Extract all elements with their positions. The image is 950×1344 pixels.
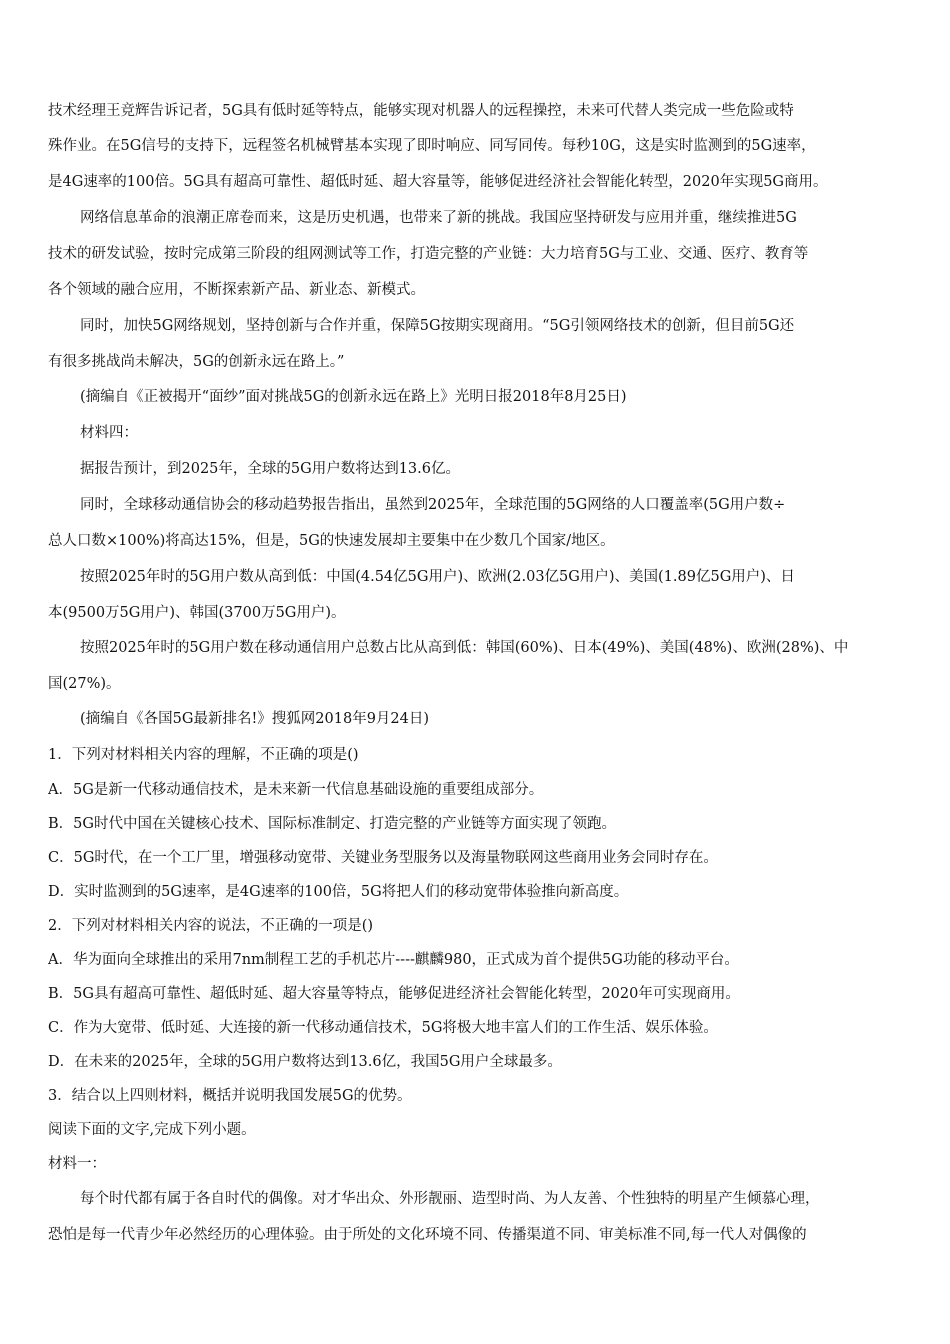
paragraph-line: 同时，加快5G网络规划，坚持创新与合作并重，保障5G按期实现商用。“5G引领网络技术的创新，但目前5G还 [80,318,795,334]
paragraph-line: 技术的研发试验，按时完成第三阶段的组网测试等工作，打造完整的产业链：大力培育5G与工业、交通、医疗、教育等 [48,246,809,262]
question-1: 1．下列对材料相关内容的理解，不正确的项是() [48,747,359,763]
question-3: 3．结合以上四则材料，概括并说明我国发展5G的优势。 [48,1088,412,1104]
paragraph-line: 有很多挑战尚未解决，5G的创新永远在路上。” [48,354,345,370]
question-2: 2．下列对材料相关内容的说法，不正确的一项是() [48,918,374,934]
paragraph-line: 技术经理王竞辉告诉记者，5G具有低时延等特点，能够实现对机器人的远程操控，未来可代替人类完成一些危险或特 [48,103,794,119]
paragraph-line: 本(9500万5G用户)、韩国(3700万5G用户)。 [48,605,346,621]
option-1c: C．5G时代，在一个工厂里，增强移动宽带、关键业务型服务以及海量物联网这些商用业务会同时存在。 [48,850,718,866]
paragraph-line: 网络信息革命的浪潮正席卷而来，这是历史机遇，也带来了新的挑战。我国应坚持研发与应用并重，继续推进5G [80,210,797,226]
paragraph-line: 各个领域的融合应用，不断探索新产品、新业态、新模式。 [48,282,425,298]
paragraph-line: 按照2025年时的5G用户数从高到低：中国(4.54亿5G用户)、欧洲(2.03亿5G用户)、美国(1.89亿5G用户)、日 [80,569,795,585]
source-citation: (摘编自《正被揭开“面纱”面对挑战5G的创新永远在路上》光明日报2018年8月25日) [80,389,627,405]
section-label: 材料一： [48,1156,106,1172]
paragraph-line: 据报告预计，到2025年，全球的5G用户数将达到13.6亿。 [80,461,460,477]
paragraph-line: 殊作业。在5G信号的支持下，远程签名机械臂基本实现了即时响应、同写同传。每秒10G，这是实时监测到的5G速率， [48,138,816,154]
option-2b: B．5G具有超高可靠性、超低时延、超大容量等特点，能够促进经济社会智能化转型，2020年可实现商用。 [48,986,740,1002]
option-2c: C．作为大宽带、低时延、大连接的新一代移动通信技术，5G将极大地丰富人们的工作生活、娱乐体验。 [48,1020,718,1036]
paragraph-line: 同时，全球移动通信协会的移动趋势报告指出，虽然到2025年，全球范围的5G网络的人口覆盖率(5G用户数÷ [80,497,786,513]
option-1a: A．5G是新一代移动通信技术，是未来新一代信息基础设施的重要组成部分。 [48,782,544,798]
section-label: 材料四： [80,425,138,441]
paragraph-line: 总人口数×100%)将高达15%，但是，5G的快速发展却主要集中在少数几个国家/地区。 [48,533,615,549]
option-2a: A．华为面向全球推出的采用7nm制程工艺的手机芯片----麒麟980，正式成为首个提供5G功能的移动平台。 [48,952,739,968]
source-citation: (摘编自《各国5G最新排名!》搜狐网2018年9月24日) [80,711,430,727]
paragraph-line: 恐怕是每一代青少年必然经历的心理体验。由于所处的文化环境不同、传播渠道不同、审美标准不同,每一代人对偶像的 [48,1227,807,1243]
option-1d: D．实时监测到的5G速率，是4G速率的100倍，5G将把人们的移动宽带体验推向新高度。 [48,884,629,900]
paragraph-line: 按照2025年时的5G用户数在移动通信用户总数占比从高到低：韩国(60%)、日本(49%)、美国(48%)、欧洲(28%)、中 [80,640,849,656]
paragraph-line: 是4G速率的100倍。5G具有超高可靠性、超低时延、超大容量等，能够促进经济社会智能化转型，2020年实现5G商用。 [48,174,828,190]
option-1b: B．5G时代中国在关键核心技术、国际标准制定、打造完整的产业链等方面实现了领跑。 [48,816,616,832]
reading-instruction: 阅读下面的文字,完成下列小题。 [48,1122,256,1138]
paragraph-line: 国(27%)。 [48,676,121,692]
paragraph-line: 每个时代都有属于各自时代的偶像。对才华出众、外形靓丽、造型时尚、为人友善、个性独特的明星产生倾慕心理， [80,1191,820,1207]
option-2d: D．在未来的2025年，全球的5G用户数将达到13.6亿，我国5G用户全球最多。 [48,1054,562,1070]
